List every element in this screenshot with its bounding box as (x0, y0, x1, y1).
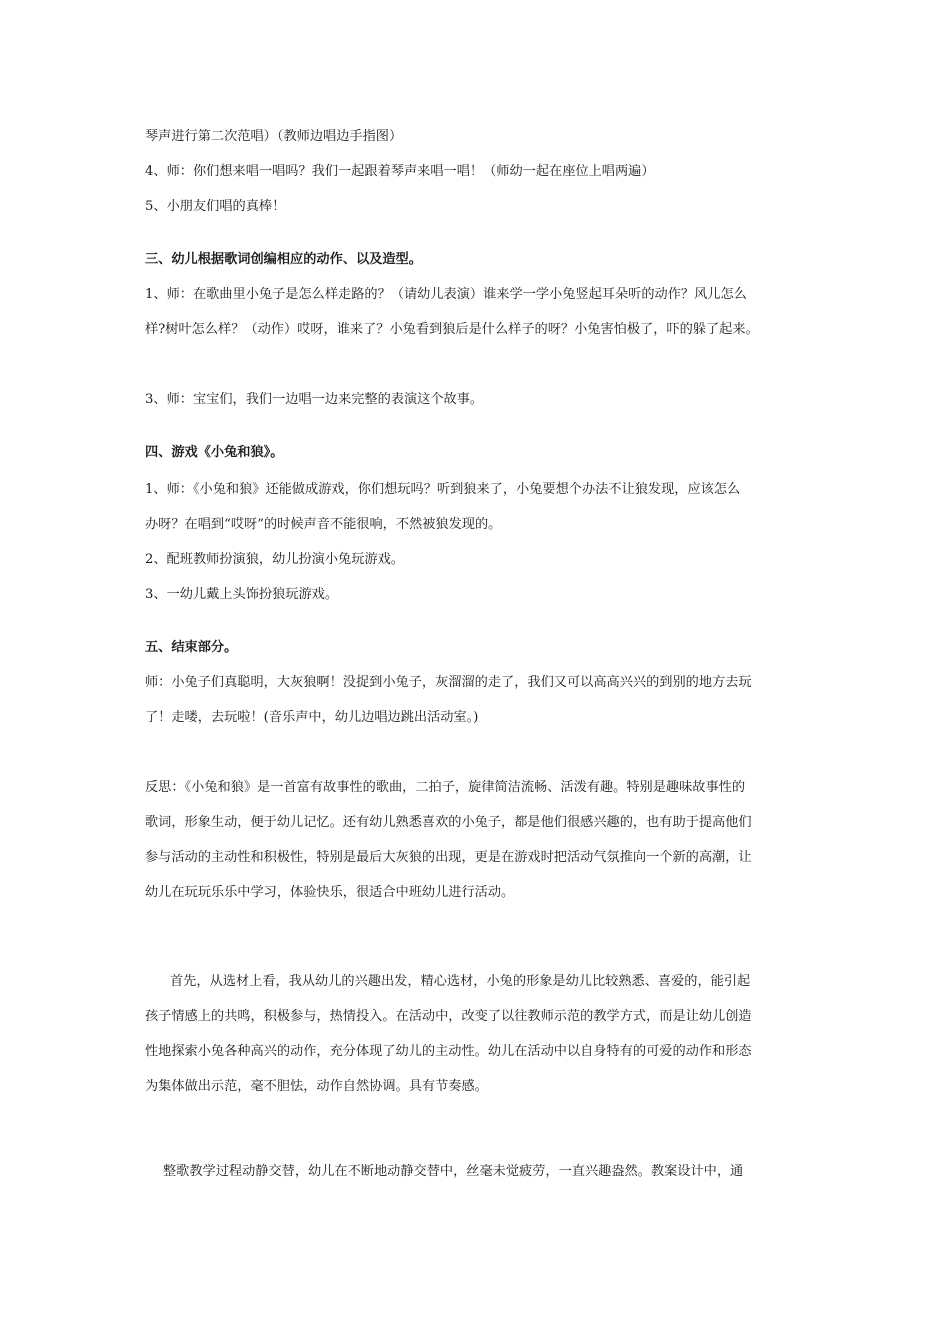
text-line: 样?树叶怎么样？（动作）哎呀，谁来了？小兔看到狼后是什么样子的呀？小兔害怕极了，吓的躲了起来。 (145, 322, 759, 337)
section-heading: 三、幼儿根据歌词创编相应的动作、以及造型。 (145, 252, 422, 267)
reflection-line: 幼儿在玩玩乐乐中学习，体验快乐，很适合中班幼儿进行活动。 (145, 885, 515, 900)
reflection-line: 反思：《小兔和狼》是一首富有故事性的歌曲，二拍子，旋律简洁流畅、活泼有趣。特别是趣味故事性的 (145, 780, 746, 795)
paragraph-line: 整歌教学过程动静交替，幼儿在不断地动静交替中，丝毫未觉疲劳，一直兴趣盎然。教案设计中，通 (163, 1164, 744, 1179)
text-line: 办呀？在唱到“哎呀”的时候声音不能很响，不然被狼发现的。 (145, 517, 502, 532)
paragraph-line: 性地探索小兔各种高兴的动作，充分体现了幼儿的主动性。幼儿在活动中以自身特有的可爱的动作和形态 (145, 1044, 752, 1059)
text-line: 4、师：你们想来唱一唱吗？我们一起跟着琴声来唱一唱！（师幼一起在座位上唱两遍） (145, 164, 655, 179)
text-line: 3、师：宝宝们，我们一边唱一边来完整的表演这个故事。 (145, 392, 484, 407)
text-line: 琴声进行第二次范唱）（教师边唱边手指图） (145, 129, 403, 144)
reflection-line: 歌词，形象生动，便于幼儿记忆。还有幼儿熟悉喜欢的小兔子，都是他们很感兴趣的，也有助于提高他们 (145, 815, 752, 830)
text-line: 5、小朋友们唱的真棒！ (145, 199, 286, 214)
section-heading: 五、结束部分。 (145, 640, 238, 655)
paragraph-line: 孩子情感上的共鸣，积极参与，热情投入。在活动中，改变了以往教师示范的教学方式，而是让幼儿创造 (145, 1009, 752, 1024)
paragraph-line: 为集体做出示范，毫不胆怯，动作自然协调。具有节奏感。 (145, 1079, 488, 1094)
reflection-line: 参与活动的主动性和积极性，特别是最后大灰狼的出现，更是在游戏时把活动气氛推向一个新的高潮，让 (145, 850, 752, 865)
text-line: 了！走喽，去玩啦！(音乐声中，幼儿边唱边跳出活动室。) (145, 710, 479, 725)
paragraph-line: 首先，从选材上看，我从幼儿的兴趣出发，精心选材，小兔的形象是幼儿比较熟悉、喜爱的，能引起 (170, 974, 751, 989)
section-heading: 四、游戏《小兔和狼》。 (145, 445, 284, 460)
text-line: 3、一幼儿戴上头饰扮狼玩游戏。 (145, 587, 339, 602)
text-line: 2、配班教师扮演狼，幼儿扮演小兔玩游戏。 (145, 552, 404, 567)
text-line: 1、师：《小兔和狼》还能做成游戏，你们想玩吗？听到狼来了，小兔要想个办法不让狼发现，应该怎么 (145, 482, 741, 497)
text-line: 1、师：在歌曲里小兔子是怎么样走路的？（请幼儿表演）谁来学一学小兔竖起耳朵听的动作？风儿怎么 (145, 287, 747, 302)
text-line: 师：小兔子们真聪明，大灰狼啊！没捉到小兔子，灰溜溜的走了，我们又可以高高兴兴的到别的地方去玩 (145, 675, 752, 690)
